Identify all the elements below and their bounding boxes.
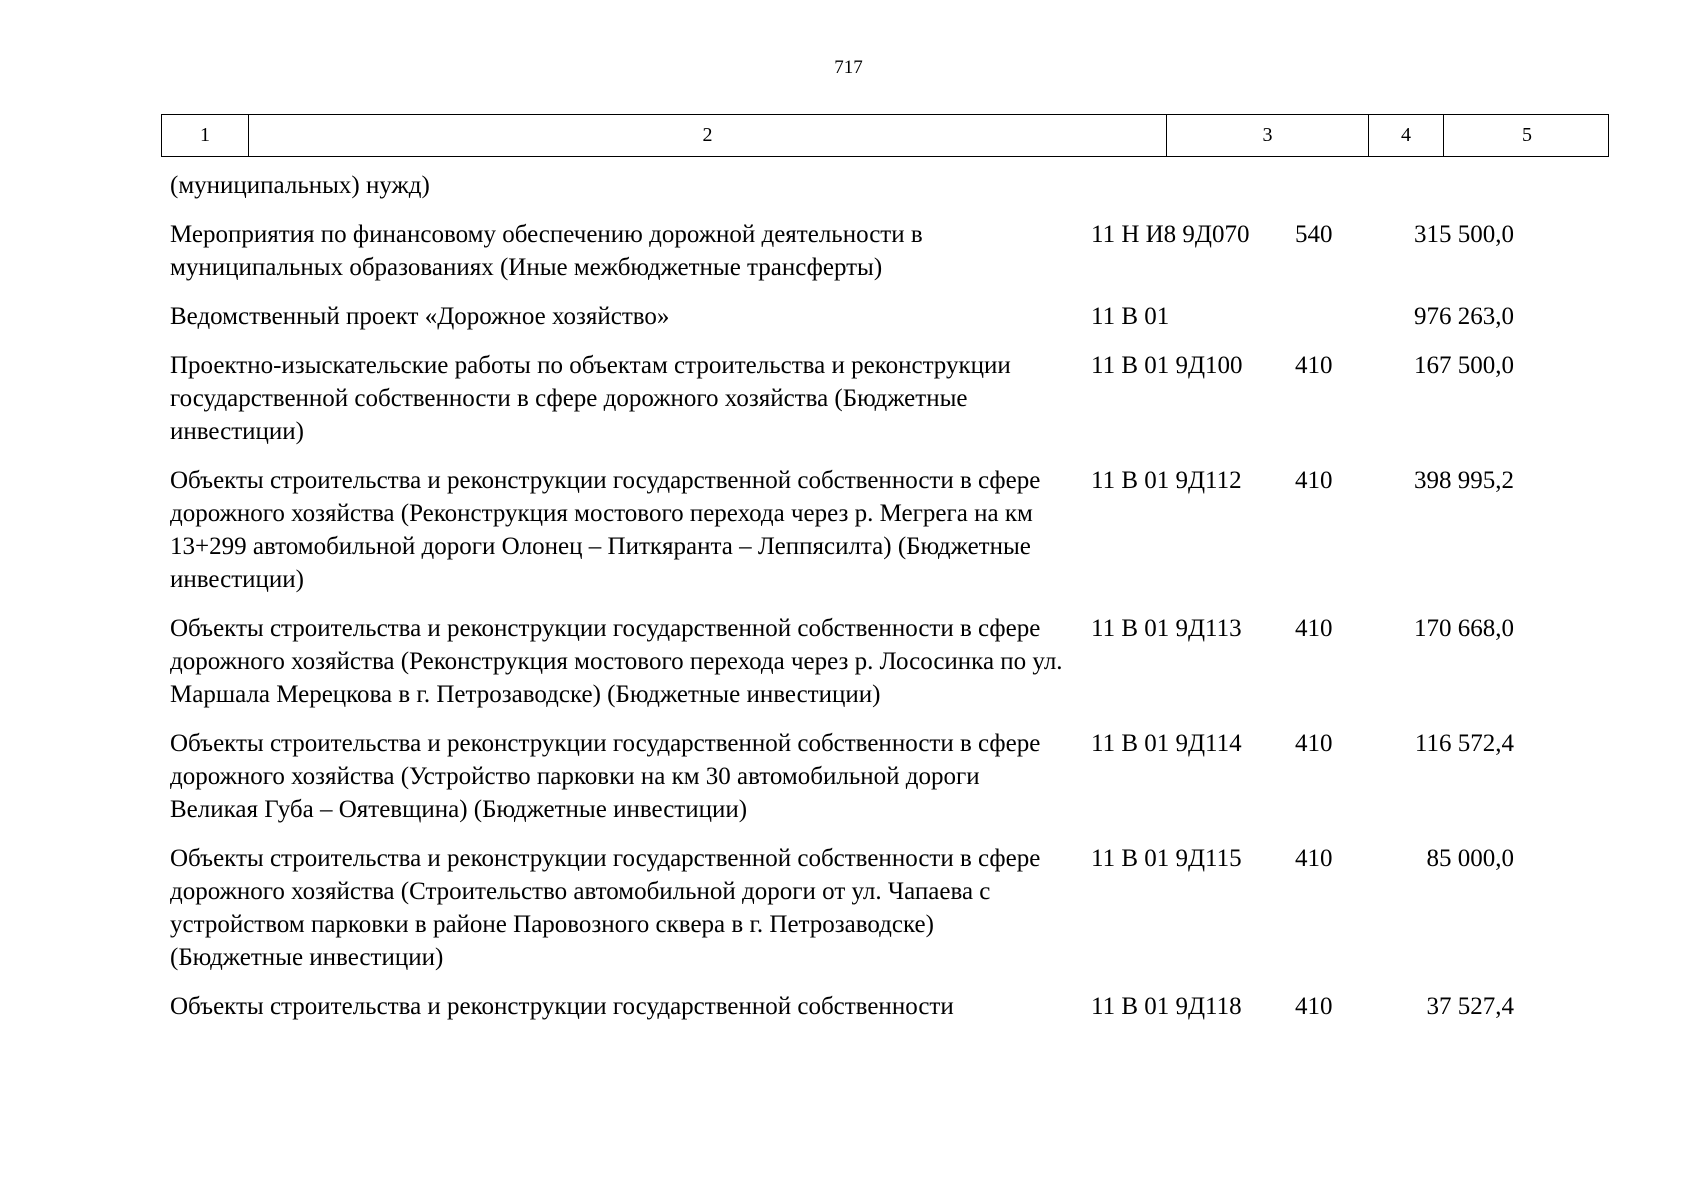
row-amount: 315 500,0	[1414, 221, 1514, 248]
column-header-5: 5	[1522, 124, 1532, 146]
row-description: Ведомственный проект «Дорожное хозяйство»	[170, 303, 670, 330]
row-amount: 167 500,0	[1414, 352, 1514, 379]
row-code: 11 В 01	[1091, 303, 1170, 330]
table-row	[161, 349, 1609, 448]
row-type: 410	[1295, 467, 1333, 494]
row-type: 410	[1295, 993, 1333, 1020]
row-type: 410	[1295, 352, 1333, 379]
table-row	[161, 612, 1609, 711]
row-description: Объекты строительства и реконструкции государственной собственности в сфере дорожного хозяйства (Реконструкция мостового перехода через р. Мегрега на км 13+299 автомобильной дороги Олонец – Питкяранта – Леппясилта) (Бюджетные инвестиции)	[170, 467, 1041, 593]
row-code: 11 В 01 9Д115	[1091, 845, 1242, 872]
row-amount: 37 527,4	[1426, 993, 1514, 1020]
row-code: 11 В 01 9Д118	[1091, 993, 1242, 1020]
row-type	[1281, 169, 1356, 202]
column-header-4: 4	[1369, 115, 1444, 156]
row-amount: 85 000,0	[1426, 845, 1514, 872]
page-number: 717	[834, 57, 863, 78]
table-row	[161, 218, 1609, 284]
row-type: 410	[1295, 845, 1333, 872]
row-description: Объекты строительства и реконструкции государственной собственности в сфере дорожного хозяйства (Реконструкция мостового перехода через р. Лососинка по ул. Маршала Мерецкова в г. Петрозаводске) (Бюджетные инвестиции)	[170, 615, 1063, 708]
table-row	[161, 842, 1609, 974]
row-description: Мероприятия по финансовому обеспечению дорожной деятельности в муниципальных образованиях (Иные межбюджетные трансферты)	[170, 221, 923, 281]
row-type: 540	[1295, 221, 1333, 248]
row-amount: 398 995,2	[1414, 467, 1514, 494]
row-description: Проектно-изыскательские работы по объектам строительства и реконструкции государственной собственности в сфере дорожного хозяйства (Бюджетные инвестиции)	[170, 352, 1011, 445]
row-amount: 116 572,4	[1414, 730, 1514, 757]
row-code	[1079, 169, 1281, 202]
row-type: 410	[1295, 730, 1333, 757]
row-code: 11 В 01 9Д112	[1091, 467, 1242, 494]
row-amount: 170 668,0	[1414, 615, 1514, 642]
table-row	[161, 464, 1609, 596]
row-amount	[1356, 169, 1522, 202]
column-header-3: 3	[1167, 115, 1369, 156]
table-row	[161, 300, 1609, 333]
row-description: Объекты строительства и реконструкции государственной собственности	[170, 993, 954, 1020]
column-header-1: 1	[162, 115, 249, 156]
table-row	[161, 990, 1609, 1023]
row-description: Объекты строительства и реконструкции государственной собственности в сфере дорожного хозяйства (Устройство парковки на км 30 автомобильной дороги Великая Губа – Оятевщина) (Бюджетные инвестиции)	[170, 730, 1041, 823]
table-row	[161, 727, 1609, 826]
row-code: 11 В 01 9Д114	[1091, 730, 1242, 757]
row-type: 410	[1295, 615, 1333, 642]
table-row	[161, 169, 1609, 202]
row-description: Объекты строительства и реконструкции государственной собственности в сфере дорожного хозяйства (Строительство автомобильной дороги от ул. Чапаева с устройством парковки в районе Паровозного сквера в г. Петрозаводске) (Бюджетные инвестиции)	[170, 845, 1041, 971]
row-code: 11 В 01 9Д100	[1091, 352, 1243, 379]
row-code: 11 Н И8 9Д070	[1091, 221, 1250, 248]
row-description: (муниципальных) нужд)	[170, 172, 430, 199]
column-header-2: 2	[249, 115, 1167, 156]
budget-table	[161, 114, 1609, 1023]
table-header-row	[161, 114, 1609, 157]
row-type	[1281, 300, 1356, 333]
row-code: 11 В 01 9Д113	[1091, 615, 1242, 642]
row-amount: 976 263,0	[1414, 303, 1514, 330]
